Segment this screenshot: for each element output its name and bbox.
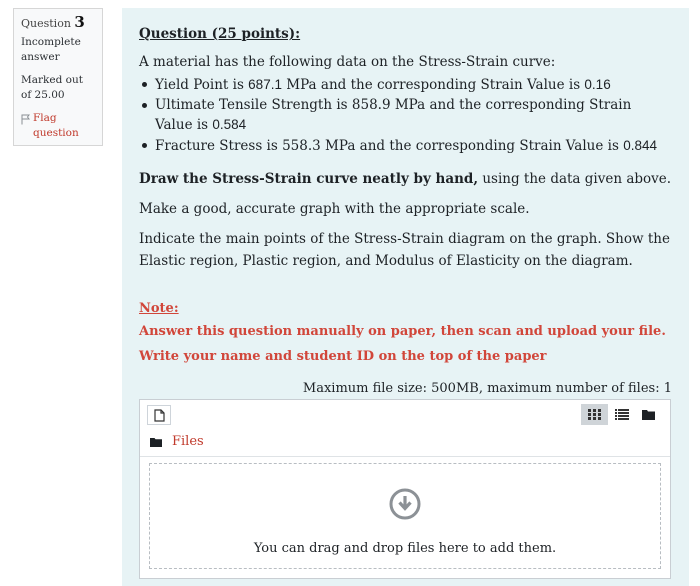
view-switcher: [581, 404, 662, 425]
question-formulation: [122, 8, 689, 586]
folder-icon: [642, 409, 655, 420]
download-icon: [389, 488, 421, 520]
max-file-size-text: Maximum file size: 500MB, maximum number of files: 1: [302, 381, 672, 396]
folder-icon: [150, 437, 162, 447]
question-state: Incomplete answer: [21, 36, 81, 63]
list-item: Fracture Stress is 558.3 MPa and the corresponding Strain Value is 0.844: [139, 136, 672, 157]
flag-icon: [21, 114, 30, 125]
data-points-list: [139, 75, 672, 156]
instruction-draw: Draw the Stress-Strain curve neatly by hand, using the data given above.: [139, 171, 672, 187]
add-file-button[interactable]: [147, 405, 171, 425]
flag-question-link[interactable]: Flag question: [21, 111, 95, 141]
list-item: Yield Point is 687.1 MPa and the corresponding Strain Value is 0.16: [139, 75, 672, 96]
view-tree-button[interactable]: [635, 404, 662, 425]
view-list-button[interactable]: [608, 404, 635, 425]
note-line-name: Write your name and student ID on the top of the paper: [139, 349, 547, 364]
instruction-scale: Make a good, accurate graph with the appropriate scale.: [139, 201, 530, 217]
files-path-link[interactable]: Files: [150, 434, 204, 449]
grid-icon: [588, 409, 601, 420]
note-title: Note:: [139, 301, 179, 316]
question-heading: Question (25 points):: [139, 26, 301, 42]
question-intro: A material has the following data on the Stress-Strain curve:: [139, 54, 556, 70]
drop-zone-text: You can drag and drop files here to add them.: [253, 541, 557, 556]
question-info: [13, 8, 103, 146]
question-number: Question 3: [21, 13, 85, 31]
view-icons-button[interactable]: [581, 404, 608, 425]
list-item: Ultimate Tensile Strength is 858.9 MPa and the corresponding Strain Value is 0.584: [139, 96, 672, 136]
list-icon: [615, 409, 629, 420]
file-manager: [139, 399, 671, 579]
instruction-indicate: Indicate the main points of the Stress-Strain diagram on the graph. Show the Elastic region, Plastic region, and Modulus of Elasticity on the diagram.: [139, 231, 670, 269]
note-line-upload: Answer this question manually on paper, then scan and upload your file.: [139, 324, 666, 339]
file-icon: [154, 409, 165, 422]
question-grade: Marked out of 25.00: [21, 74, 83, 101]
file-drop-zone[interactable]: [149, 463, 661, 569]
divider: [140, 456, 670, 457]
file-manager-toolbar: [140, 400, 670, 428]
